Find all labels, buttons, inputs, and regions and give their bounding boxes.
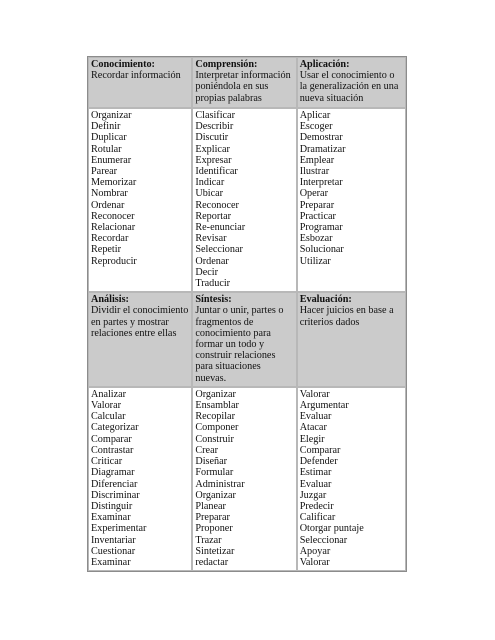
verb-item: Operar (299, 188, 328, 200)
verb-item: Diagramar (91, 467, 135, 479)
verb-item: Distinguir (91, 500, 133, 512)
verb-item: Reconocer (91, 210, 135, 222)
verb-item: Inventariar (91, 534, 136, 546)
verb-item: Explicar (195, 143, 230, 155)
verb-item: Recopilar (195, 411, 235, 423)
category-title: Conocimiento: (91, 59, 155, 70)
verb-item: Elegir (299, 433, 325, 445)
category-header-evaluacion (297, 292, 406, 387)
verb-item: Organizar (195, 489, 236, 501)
category-header-aplicacion (297, 57, 406, 108)
verb-item: Clasificar (195, 110, 235, 121)
verb-item: Preparar (195, 512, 230, 524)
category-description: Interpretar información poniéndola en sus propias palabras (195, 70, 291, 104)
verb-item: Rotular (91, 143, 122, 155)
verb-item: Duplicar (91, 132, 127, 144)
verb-item: Relacionar (91, 222, 136, 234)
verb-item: Decir (195, 266, 218, 278)
verb-list-analisis (88, 387, 192, 571)
verb-item: Re-enunciar (195, 222, 246, 234)
verb-item: Aplicar (299, 110, 331, 121)
verb-item: Examinar (91, 556, 131, 568)
verb-item: Solucionar (299, 244, 344, 256)
verb-item: Componer (195, 422, 239, 434)
verb-item: Argumentar (299, 400, 349, 412)
verb-item: Reportar (195, 210, 232, 222)
verb-item: Identificar (195, 166, 238, 178)
category-header-row (88, 292, 406, 387)
verb-item: Criticar (91, 456, 123, 468)
verb-item: Otorgar puntaje (299, 523, 364, 535)
verb-item: Cuestionar (91, 545, 136, 557)
verb-item: Diseñar (195, 456, 228, 468)
category-title: Evaluación: (299, 294, 352, 306)
verb-item: Escoger (299, 121, 333, 133)
verb-item: Reproducir (91, 255, 137, 267)
verb-item: Discriminar (91, 489, 140, 501)
verb-item: Esbozar (299, 233, 333, 245)
verb-item: Comparar (91, 433, 132, 445)
verb-item: Trazar (195, 534, 222, 546)
verb-list-row (88, 108, 406, 292)
verb-list-evaluacion (297, 387, 406, 571)
verb-item: Proponer (195, 523, 233, 535)
category-header-conocimiento (88, 57, 192, 108)
verb-item: Describir (195, 121, 234, 133)
verb-list-sintesis (192, 387, 296, 571)
verb-item: Discutir (195, 132, 229, 144)
verb-item: Estimar (299, 467, 332, 479)
verb-item: Practicar (299, 210, 336, 222)
verb-item: Calcular (91, 411, 126, 423)
verb-item: Examinar (91, 512, 131, 524)
verb-item: Predecir (299, 500, 334, 512)
verb-item: Analizar (91, 388, 127, 400)
category-title: Análisis: (91, 294, 129, 306)
verb-item: Evaluar (299, 411, 332, 423)
category-description: Juntar o unir, partes o fragmentos de conocimiento para formar un todo y construir relaciones para situaciones nuevas. (195, 305, 284, 384)
verb-list-conocimiento (88, 108, 192, 292)
verb-list-aplicacion (297, 108, 406, 292)
verb-item: Crear (195, 444, 218, 456)
verb-item: Definir (91, 121, 121, 133)
verb-item: Calificar (299, 512, 336, 524)
verb-list-row (88, 387, 406, 571)
verb-item: Juzgar (299, 489, 327, 501)
verb-item: Administrar (195, 478, 245, 490)
verb-item: Utilizar (299, 255, 331, 267)
verb-item: Valorar (91, 400, 121, 412)
verb-item: Ensamblar (195, 400, 239, 412)
verb-item: Ordenar (91, 199, 125, 211)
verb-item: Planear (195, 500, 226, 512)
verb-item: Ordenar (195, 255, 229, 267)
verb-item: Programar (299, 222, 343, 234)
verb-item: redactar (195, 556, 229, 568)
category-header-row (88, 57, 406, 108)
verb-item: Atacar (299, 422, 327, 434)
category-description: Dividir el conocimiento en partes y mostrar relaciones entre ellas (91, 305, 189, 339)
category-header-comprension (192, 57, 296, 108)
verb-item: Construir (195, 433, 234, 445)
verb-item: Expresar (195, 154, 232, 166)
verb-item: Demostrar (299, 132, 343, 144)
verb-item: Repetir (91, 244, 121, 256)
verb-item: Ilustrar (299, 166, 330, 178)
verb-item: Parear (91, 166, 118, 178)
category-description: Hacer juicios en base a criterios dados (299, 305, 394, 328)
bloom-taxonomy-table (87, 56, 407, 572)
verb-item: Contrastar (91, 444, 134, 456)
verb-item: Valorar (299, 388, 330, 400)
category-title: Comprensión: (195, 59, 258, 70)
verb-item: Preparar (299, 199, 335, 211)
verb-item: Memorizar (91, 177, 137, 189)
category-header-sintesis (192, 292, 296, 387)
verb-item: Categorizar (91, 422, 139, 434)
verb-item: Interpretar (299, 177, 343, 189)
verb-item: Seleccionar (299, 534, 348, 546)
verb-item: Organizar (91, 110, 132, 121)
verb-item: Seleccionar (195, 244, 243, 256)
verb-item: Nombrar (91, 188, 128, 200)
verb-item: Evaluar (299, 478, 332, 490)
category-description: Usar el conocimiento o la generalización en una nueva situación (299, 70, 399, 104)
verb-list-comprension (192, 108, 296, 292)
verb-item: Valorar (299, 556, 330, 568)
verb-item: Organizar (195, 388, 236, 400)
verb-item: Reconocer (195, 199, 239, 211)
category-title: Síntesis: (195, 294, 232, 306)
verb-item: Ubicar (195, 188, 224, 200)
verb-item: Traducir (195, 278, 231, 290)
verb-item: Formular (195, 467, 234, 479)
verb-item: Indicar (195, 177, 225, 189)
verb-item: Defender (299, 456, 338, 468)
verb-item: Enumerar (91, 154, 132, 166)
category-title: Aplicación: (299, 59, 350, 70)
verb-item: Sintetizar (195, 545, 235, 557)
verb-item: Apoyar (299, 545, 331, 557)
verb-item: Revisar (195, 233, 227, 245)
category-header-analisis (88, 292, 192, 387)
verb-item: Experimentar (91, 523, 147, 535)
verb-item: Emplear (299, 154, 335, 166)
verb-item: Comparar (299, 444, 341, 456)
verb-item: Recordar (91, 233, 129, 245)
verb-item: Diferenciar (91, 478, 138, 490)
category-description: Recordar información (91, 70, 181, 82)
verb-item: Dramatizar (299, 143, 346, 155)
